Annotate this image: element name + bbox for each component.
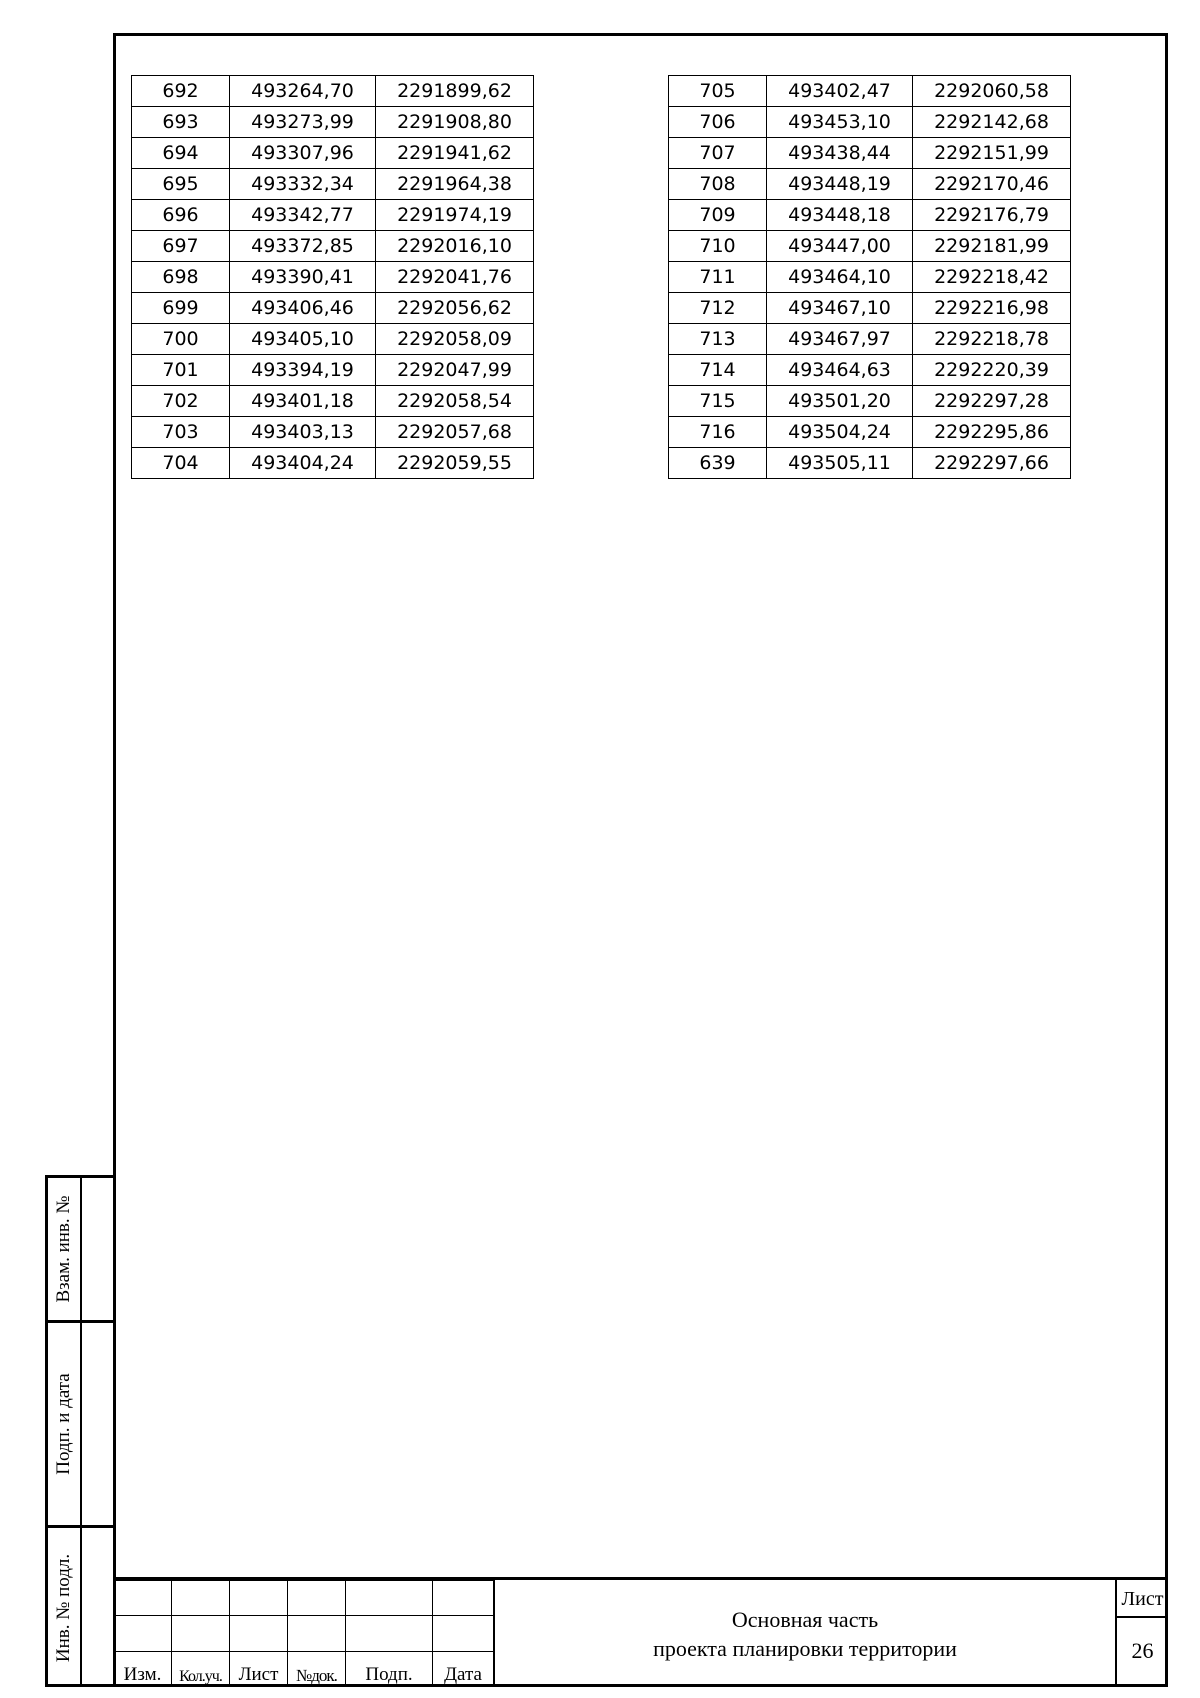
x-coordinate-cell: 493402,47 [767,76,913,107]
coordinates-table-left [131,75,534,479]
table-row [132,262,534,293]
table-row [669,231,1071,262]
y-coordinate-cell: 2292059,55 [376,448,534,479]
point-number-cell: 710 [669,231,767,262]
document-title-line1: Основная часть [731,1606,879,1632]
point-number-cell: 703 [132,417,230,448]
y-coordinate-cell: 2292297,66 [913,448,1071,479]
y-coordinate-cell: 2292218,78 [913,324,1071,355]
point-number-cell: 714 [669,355,767,386]
y-coordinate-cell: 2292016,10 [376,231,534,262]
table-row [669,262,1071,293]
side-stamp-label: Взам. инв. № [53,1195,74,1303]
x-coordinate-cell: 493405,10 [230,324,376,355]
x-coordinate-cell: 493467,97 [767,324,913,355]
y-coordinate-cell: 2291941,62 [376,138,534,169]
x-coordinate-cell: 493390,41 [230,262,376,293]
document-title [493,1580,1115,1687]
x-coordinate-cell: 493264,70 [230,76,376,107]
point-number-cell: 709 [669,200,767,231]
point-number-cell: 693 [132,107,230,138]
y-coordinate-cell: 2292057,68 [376,417,534,448]
y-coordinate-cell: 2292056,62 [376,293,534,324]
table-row [669,386,1071,417]
y-coordinate-cell: 2292041,76 [376,262,534,293]
x-coordinate-cell: 493467,10 [767,293,913,324]
table-row [132,76,534,107]
x-coordinate-cell: 493464,10 [767,262,913,293]
table-row [132,417,534,448]
x-coordinate-cell: 493372,85 [230,231,376,262]
sheet-label: Лист [1117,1580,1168,1618]
point-number-cell: 698 [132,262,230,293]
y-coordinate-cell: 2292181,99 [913,231,1071,262]
x-coordinate-cell: 493273,99 [230,107,376,138]
side-stamp [45,1175,113,1687]
y-coordinate-cell: 2291908,80 [376,107,534,138]
y-coordinate-cell: 2292295,86 [913,417,1071,448]
y-coordinate-cell: 2292047,99 [376,355,534,386]
point-number-cell: 701 [132,355,230,386]
table-row [669,76,1071,107]
col-header-doc-number: №док. [288,1651,346,1686]
col-header-change: Изм. [114,1651,172,1686]
x-coordinate-cell: 493464,63 [767,355,913,386]
point-number-cell: 704 [132,448,230,479]
table-row [132,169,534,200]
y-coordinate-cell: 2292176,79 [913,200,1071,231]
y-coordinate-cell: 2292218,42 [913,262,1071,293]
point-number-cell: 708 [669,169,767,200]
x-coordinate-cell: 493504,24 [767,417,913,448]
point-number-cell: 697 [132,231,230,262]
title-block [113,1577,1168,1687]
x-coordinate-cell: 493448,18 [767,200,913,231]
table-row [669,200,1071,231]
coordinates-table-right [668,75,1071,479]
col-header-sheet: Лист [230,1651,288,1686]
point-number-cell: 702 [132,386,230,417]
point-number-cell: 707 [669,138,767,169]
x-coordinate-cell: 493394,19 [230,355,376,386]
side-stamp-label: Подп. и дата [53,1373,74,1475]
point-number-cell: 715 [669,386,767,417]
table-row [132,200,534,231]
sheet-number-box [1115,1580,1168,1687]
point-number-cell: 694 [132,138,230,169]
x-coordinate-cell: 493307,96 [230,138,376,169]
table-row [669,355,1071,386]
point-number-cell: 639 [669,448,767,479]
table-row [132,138,534,169]
point-number-cell: 700 [132,324,230,355]
side-stamp-label: Инв. № подл. [53,1553,74,1662]
title-block-revision-grid [113,1580,494,1687]
col-header-count: Кол.уч. [172,1651,230,1686]
y-coordinate-cell: 2292058,54 [376,386,534,417]
point-number-cell: 696 [132,200,230,231]
x-coordinate-cell: 493332,34 [230,169,376,200]
table-row [669,138,1071,169]
point-number-cell: 695 [132,169,230,200]
y-coordinate-cell: 2291964,38 [376,169,534,200]
table-row [132,293,534,324]
point-number-cell: 705 [669,76,767,107]
table-row [669,324,1071,355]
x-coordinate-cell: 493505,11 [767,448,913,479]
x-coordinate-cell: 493403,13 [230,417,376,448]
table-row [669,169,1071,200]
table-row [132,448,534,479]
x-coordinate-cell: 493404,24 [230,448,376,479]
table-row [132,324,534,355]
col-header-date: Дата [433,1651,494,1686]
y-coordinate-cell: 2292170,46 [913,169,1071,200]
table-row [669,417,1071,448]
point-number-cell: 711 [669,262,767,293]
y-coordinate-cell: 2292297,28 [913,386,1071,417]
point-number-cell: 713 [669,324,767,355]
y-coordinate-cell: 2292216,98 [913,293,1071,324]
table-row [669,293,1071,324]
point-number-cell: 716 [669,417,767,448]
y-coordinate-cell: 2292142,68 [913,107,1071,138]
col-header-signature: Подп. [346,1651,433,1686]
y-coordinate-cell: 2292060,58 [913,76,1071,107]
x-coordinate-cell: 493447,00 [767,231,913,262]
sheet-number: 26 [1131,1638,1154,1663]
table-row [132,386,534,417]
y-coordinate-cell: 2292220,39 [913,355,1071,386]
side-stamp-row-signature [48,1323,113,1528]
document-title-line2: проекта планировки территории [653,1635,957,1661]
point-number-cell: 706 [669,107,767,138]
table-row [669,107,1071,138]
table-row [669,448,1071,479]
y-coordinate-cell: 2291899,62 [376,76,534,107]
y-coordinate-cell: 2292151,99 [913,138,1071,169]
x-coordinate-cell: 493342,77 [230,200,376,231]
x-coordinate-cell: 493453,10 [767,107,913,138]
x-coordinate-cell: 493401,18 [230,386,376,417]
point-number-cell: 692 [132,76,230,107]
table-row [132,355,534,386]
y-coordinate-cell: 2291974,19 [376,200,534,231]
point-number-cell: 699 [132,293,230,324]
x-coordinate-cell: 493501,20 [767,386,913,417]
table-row [132,231,534,262]
table-row [132,107,534,138]
side-stamp-row-inventory [48,1528,113,1687]
x-coordinate-cell: 493406,46 [230,293,376,324]
y-coordinate-cell: 2292058,09 [376,324,534,355]
x-coordinate-cell: 493448,19 [767,169,913,200]
point-number-cell: 712 [669,293,767,324]
x-coordinate-cell: 493438,44 [767,138,913,169]
side-stamp-row-replacement [48,1178,113,1323]
